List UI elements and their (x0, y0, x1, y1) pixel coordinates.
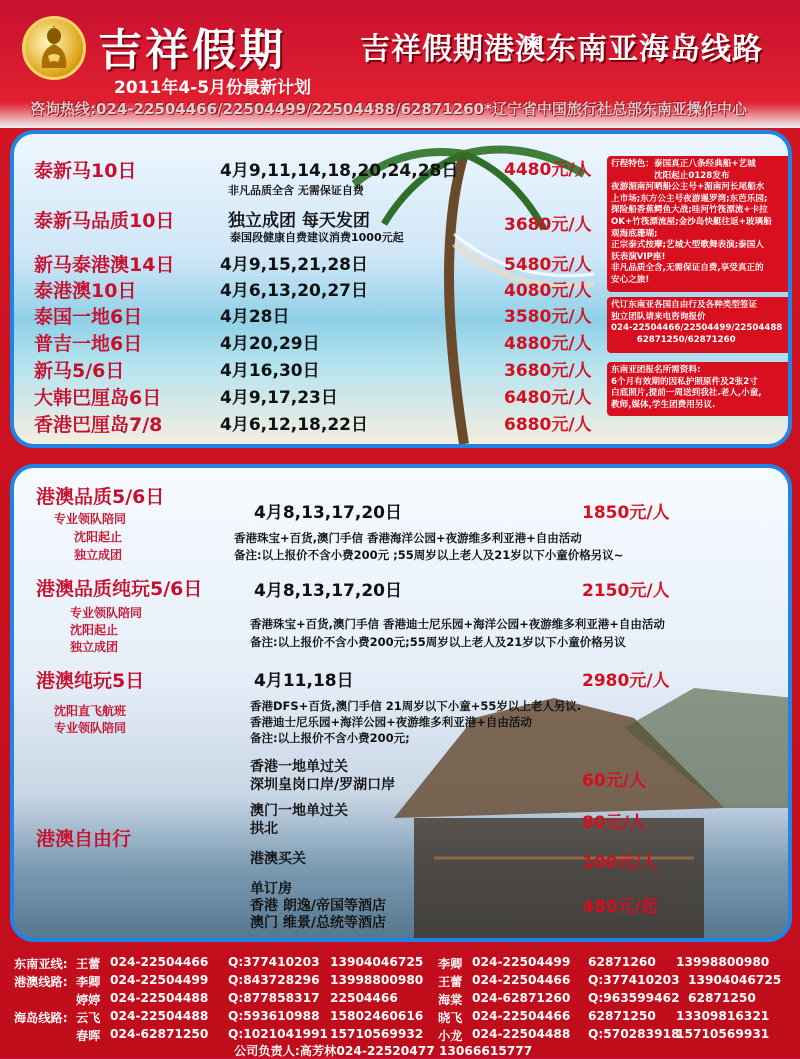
contact-name: 婷婷 (76, 993, 101, 1007)
route-row (14, 329, 614, 353)
contact-mobile: 62871250 (688, 991, 756, 1005)
contact-mobile: 13904046725 (688, 973, 782, 987)
side-note-docs (607, 362, 791, 416)
contact-phone: 024-22504466 (110, 955, 209, 969)
route-price: 5480元/人 (504, 255, 592, 275)
contact-line-label: 海岛线路: (14, 1011, 68, 1025)
hk-itinerary: 香港珠宝+百货,澳门手信 香港迪士尼乐园+海洋公园+夜游维多利亚港+自由活动 (250, 617, 665, 631)
route-dates: 独立成团 每天发团 (228, 211, 370, 231)
contact-qq: 62871260 (588, 955, 656, 969)
route-dates: 4月6,13,20,27日 (220, 281, 369, 301)
route-dates: 4月9,11,14,18,20,24,28日 (220, 161, 459, 181)
free-item-line: 单订房 (250, 881, 292, 897)
contact-name: 晓飞 (438, 1011, 463, 1025)
side-note-line: 安心之旅! (611, 274, 650, 285)
side-note-visa (607, 297, 791, 353)
hk-remark: 备注:以上报价不含小费200元 ;55周岁以上老人及21岁以下小童价格另议~ (234, 548, 624, 562)
contact-phone: 024-22504466 (472, 1009, 571, 1023)
contact-phone: 024-22504466 (472, 973, 571, 987)
route-dates: 4月9,15,21,28日 (220, 255, 369, 275)
contact-name: 小龙 (438, 1029, 463, 1043)
route-name: 泰港澳10日 (34, 280, 137, 302)
brand-slogan: 吉祥假期港澳东南亚海岛线路 (360, 32, 763, 67)
contact-footer (0, 950, 800, 1057)
free-item-price: 480元/起 (582, 897, 658, 917)
side-note-line: 非凡品质全含,无需保证自费,享受真正的 (611, 263, 764, 274)
route-row (14, 206, 614, 235)
route-name: 泰国一地6日 (34, 306, 143, 328)
hk-price: 1850元/人 (582, 503, 670, 523)
route-name: 泰新马10日 (34, 160, 137, 182)
contact-mobile: 13998800980 (676, 955, 770, 969)
hk-itinerary: 香港DFS+百货,澳门手信 21周岁以下小童+55岁以上老人另议. (250, 699, 582, 713)
hotline-org: *辽宁省中国旅行社总部东南亚操作中心 (483, 100, 747, 118)
logo (22, 16, 86, 80)
side-note-line: 62871250/62871260 (611, 334, 736, 345)
buddha-icon (34, 26, 74, 70)
route-name: 大韩巴厘岛6日 (34, 387, 162, 409)
contact-mobile: 15710569932 (330, 1027, 424, 1041)
route-row (14, 156, 614, 180)
contact-line-label: 港澳线路: (14, 975, 68, 989)
side-note-line: 行程特色：泰国真正八条经典船+艺城 (611, 159, 756, 169)
contact-name: 春晖 (76, 1029, 101, 1043)
contact-phone: 024-22504488 (472, 1027, 571, 1041)
contact-mobile: 15802460616 (330, 1009, 424, 1023)
free-item-line: 拱北 (250, 821, 278, 837)
hk-tag: 沈阳直飞航班 (54, 704, 127, 718)
side-note-features (607, 156, 791, 292)
route-name: 普吉一地6日 (34, 333, 143, 355)
contact-mobile: 13904046725 (330, 955, 424, 969)
contact-line-label: 东南亚线: (14, 957, 68, 971)
contact-phone: 024-22504499 (472, 955, 571, 969)
route-note: 非凡品质全含 无需保证自费 (228, 184, 364, 197)
contact-phone: 024-22504499 (110, 973, 209, 987)
hotline-numbers: 024-22504466/22504499/22504488/62871260 (96, 100, 484, 118)
route-row (14, 383, 614, 407)
route-dates: 4月20,29日 (220, 334, 320, 354)
hk-tag: 沈阳起止 (70, 623, 119, 637)
route-row (14, 410, 614, 434)
hk-macau-panel (10, 464, 792, 942)
free-item-line: 澳门一地单过关 (250, 803, 348, 819)
contact-mobile: 22504466 (330, 991, 398, 1005)
side-note-line: 代订东南亚各国自由行及各种类型签证 (611, 300, 758, 310)
free-item-price: 60元/人 (582, 771, 646, 791)
side-note-line: 沈阳起止0128发布 (611, 170, 730, 181)
contact-phone: 024-22504488 (110, 1009, 209, 1023)
hk-price: 2150元/人 (582, 581, 670, 601)
hk-tag: 专业领队陪同 (54, 512, 127, 526)
route-price: 4480元/人 (504, 160, 592, 180)
route-name: 新马泰港澳14日 (34, 254, 175, 276)
side-note-line: 上市场;东方公主号夜游暹罗湾;东芭乐园; (611, 193, 768, 204)
contact-name: 王蕾 (76, 957, 101, 971)
hk-dates: 4月8,13,17,20日 (254, 581, 403, 601)
route-name: 香港巴厘岛7/8 (34, 414, 163, 436)
route-price: 6480元/人 (504, 388, 592, 408)
route-row (14, 276, 614, 300)
hk-tag: 独立成团 (74, 548, 123, 562)
side-note-line: 独立团队请来电咨询报价 (611, 311, 706, 322)
route-name: 新马5/6日 (34, 360, 125, 382)
route-dates: 4月9,17,23日 (220, 388, 338, 408)
route-price: 4880元/人 (504, 334, 592, 354)
route-name: 泰新马品质10日 (34, 210, 175, 232)
contact-qq: Q:377410203 (228, 955, 320, 969)
contact-mobile: 15710569931 (676, 1027, 770, 1041)
contact-qq: Q:377410203 (588, 973, 680, 987)
contact-qq: 62871250 (588, 1009, 656, 1023)
side-note-line: 白底照片,提前一周送到我社.老人,小童, (611, 388, 762, 399)
route-price: 3680元/人 (504, 361, 592, 381)
hk-tag: 专业领队陪同 (54, 721, 127, 735)
hk-dates: 4月11,18日 (254, 671, 354, 691)
contact-phone: 024-62871250 (110, 1027, 209, 1041)
contact-mobile: 13998800980 (330, 973, 424, 987)
route-note: 泰国段健康自费建议消费1000元起 (230, 231, 404, 244)
side-note-line: 6个月有效期的因私护照原件及2张2寸 (611, 376, 758, 387)
company-contact: 公司负责人:高芳林024-22520477 13066615777 (234, 1044, 533, 1058)
free-item-line: 澳门 维景/总统等酒店 (250, 915, 386, 931)
side-note-line: 教师,媒体,学生团费用另议. (611, 399, 716, 410)
hotline-label: 咨询热线: (30, 100, 96, 118)
route-price: 6880元/人 (504, 415, 592, 435)
brand-name: 吉祥假期 (98, 25, 286, 76)
route-price: 3680元/人 (504, 215, 592, 235)
route-row (14, 356, 614, 380)
hk-price: 2980元/人 (582, 671, 670, 691)
contact-qq: Q:570283918 (588, 1027, 680, 1041)
contact-name: 云飞 (76, 1011, 101, 1025)
contact-qq: Q:843728296 (228, 973, 320, 987)
route-price: 4080元/人 (504, 281, 592, 301)
hk-itinerary: 香港珠宝+百货,澳门手信 香港海洋公园+夜游维多利亚港+自由活动 (234, 531, 582, 545)
header (0, 0, 800, 128)
free-item-price: 100元/人 (582, 853, 658, 873)
contact-qq: Q:877858317 (228, 991, 320, 1005)
southeast-asia-panel (10, 130, 792, 448)
contact-name: 王蕾 (438, 975, 463, 989)
hk-itinerary: 香港迪士尼乐园+海洋公园+夜游维多利亚港+自由活动 (250, 715, 532, 729)
plan-subtitle: 2011年4-5月份最新计划 (114, 78, 312, 98)
side-note-line: OK+竹筏漂流屋;金沙岛快艇往返+玻璃船 (611, 216, 772, 227)
contact-name: 海棠 (438, 993, 463, 1007)
hk-product-title: 港澳纯玩5日 (36, 670, 145, 692)
side-note-line: 观海底珊瑚; (611, 228, 658, 239)
hk-tag: 专业领队陪同 (70, 606, 143, 620)
route-price: 3580元/人 (504, 307, 592, 327)
hk-tag: 独立成团 (70, 640, 119, 654)
side-note-line: 夜游湄南河晒船公主号+湄南河长尾船水 (611, 182, 765, 193)
contact-qq: Q:593610988 (228, 1009, 320, 1023)
hk-product-title: 港澳品质5/6日 (36, 486, 165, 508)
route-dates: 4月16,30日 (220, 361, 320, 381)
contact-mobile: 13309816321 (676, 1009, 770, 1023)
hk-dates: 4月8,13,17,20日 (254, 503, 403, 523)
side-note-line: 正宗泰式按摩;艺城大型歌舞表演;泰国人 (611, 240, 764, 251)
free-item-line: 港澳买关 (250, 851, 306, 867)
route-row (14, 250, 614, 274)
side-note-line: 妖表演VIP座! (611, 251, 666, 262)
contact-phone: 024-62871260 (472, 991, 571, 1005)
hk-tag: 沈阳起止 (74, 530, 123, 544)
hk-remark: 备注:以上报价不含小费200元; (250, 731, 410, 745)
hk-product-title: 港澳品质纯玩5/6日 (36, 578, 203, 600)
side-note-line: 024-22504466/22504499/22504488 (611, 323, 783, 334)
route-dates: 4月6,12,18,22日 (220, 415, 369, 435)
free-item-line: 香港一地单过关 (250, 759, 348, 775)
contact-name: 李卿 (438, 957, 463, 971)
contact-name: 李卿 (76, 975, 101, 989)
free-item-price: 80元/人 (582, 813, 646, 833)
free-item-line: 香港 朗逸/帝国等酒店 (250, 898, 386, 914)
route-dates: 4月28日 (220, 307, 290, 327)
side-note-line: 探险船香蕉鳄鱼大战;哇河竹筏漂流+卡拉 (611, 205, 768, 216)
free-item-line: 深圳皇岗口岸/罗湖口岸 (250, 777, 396, 793)
contact-phone: 024-22504488 (110, 991, 209, 1005)
hotline (30, 98, 790, 119)
hk-free-title: 港澳自由行 (36, 828, 132, 850)
contact-qq: Q:963599462 (588, 991, 680, 1005)
route-row (14, 302, 614, 326)
side-note-line: 东南亚团报名所需资料: (611, 365, 701, 375)
hk-remark: 备注:以上报价不含小费200元;55周岁以上老人及21岁以下小童价格另议 (250, 635, 626, 649)
contact-qq: Q:1021041991 (228, 1027, 329, 1041)
